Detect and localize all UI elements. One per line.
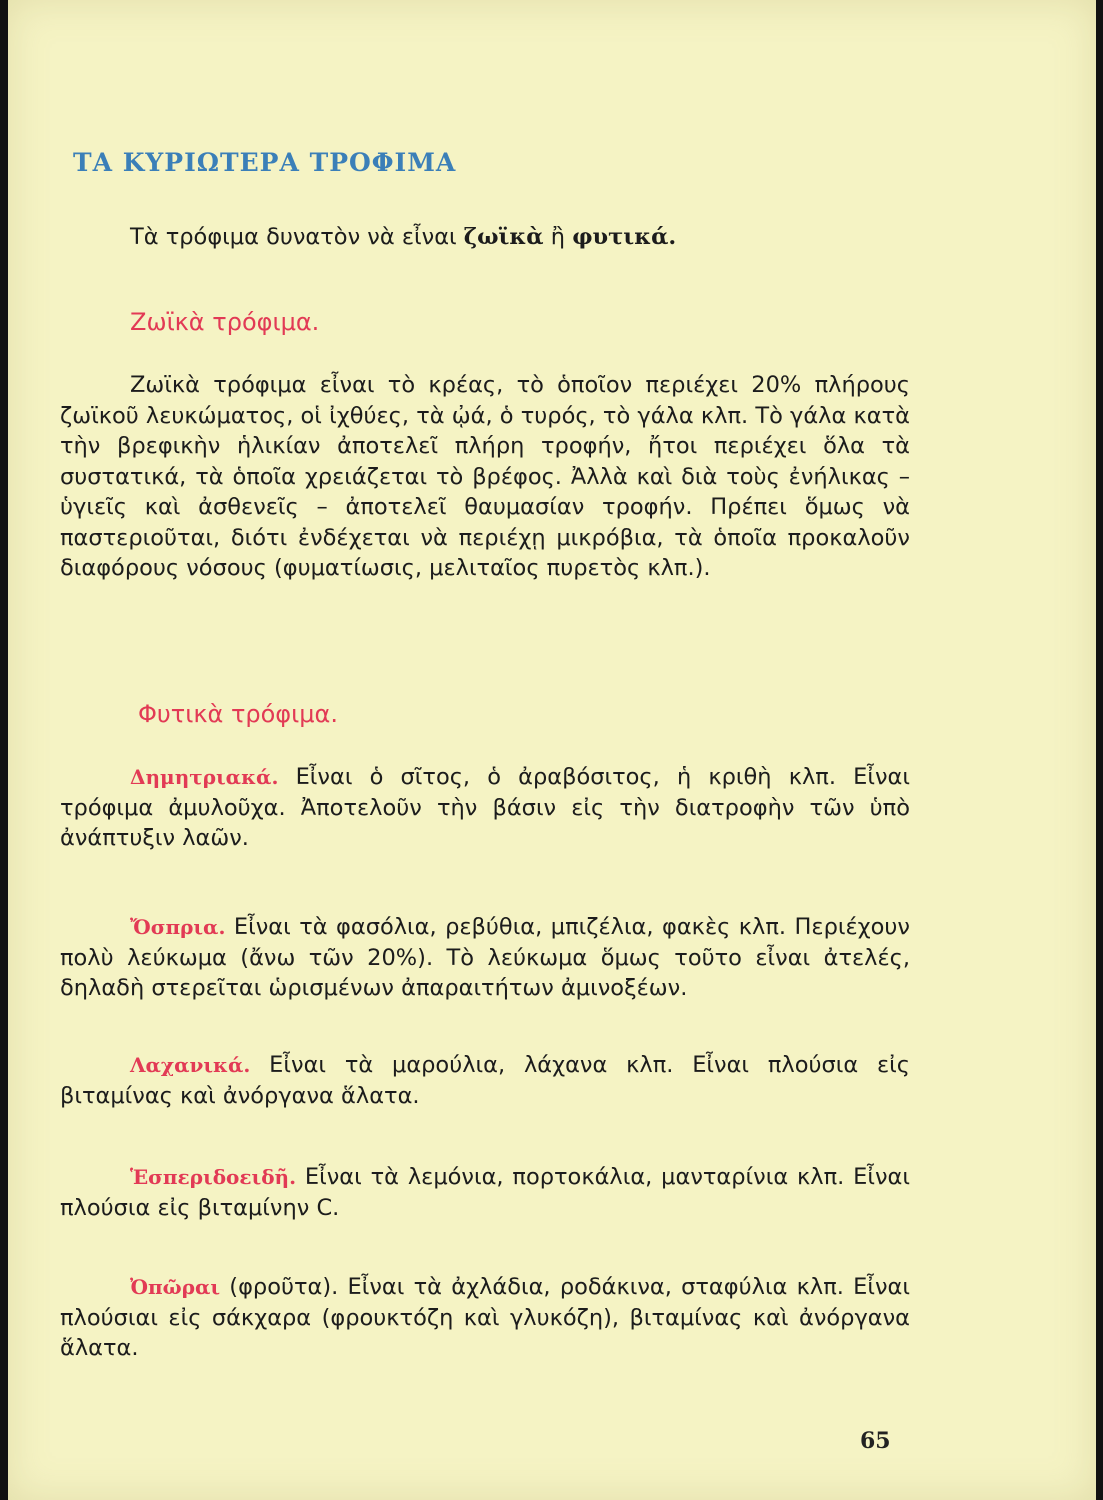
intro-plant-term: φυτικά.	[572, 224, 677, 250]
intro-paragraph	[60, 222, 910, 253]
item-text: Εἶναι τὰ λεμόνια, πορτοκάλια, μανταρίνια κλπ. Εἶναι πλούσια εἰς βιταμίνην C.	[60, 1164, 910, 1221]
plant-item-cereals	[60, 762, 910, 854]
item-text: (φροῦτα). Εἶναι τὰ ἀχλάδια, ροδάκινα, σταφύλια κλπ. Εἶναι πλούσιαι εἰς σάκχαρα (φρουκτόζη καὶ γλυκόζη), βιταμίνας καὶ ἀνόργανα ἅλατα.	[60, 1274, 910, 1361]
plant-item-vegetables	[60, 1050, 910, 1111]
page-number: 65	[860, 1428, 891, 1454]
item-term: Δημητριακά.	[130, 765, 279, 789]
item-text: Εἶναι ὁ σῖτος, ὁ ἀραβόσιτος, ἡ κριθὴ κλπ. Εἶναι τρόφιμα ἀμυλοῦχα. Ἀποτελοῦν τὴν βάσιν εἰς τὴν διατροφὴν τῶν ὑπὸ ἀνάπτυξιν λαῶν.	[60, 764, 910, 851]
item-text: Εἶναι τὰ μαρούλια, λάχανα κλπ. Εἶναι πλούσια εἰς βιταμίνας καὶ ἀνόργανα ἅλατα.	[60, 1052, 910, 1109]
animal-body-text: Ζωϊκὰ τρόφιμα εἶναι τὸ κρέας, τὸ ὁποῖον περιέχει 20% πλήρους ζωϊκοῦ λευκώματος, οἱ ἰχθύες, τὰ ᾠά, ὁ τυρός, τὸ γάλα κλπ. Τὸ γάλα κατὰ τὴν βρεφικὴν ἡλικίαν ἀποτελεῖ πλήρη τροφήν, ἤτοι περιέχει ὅλα τὰ συστατικά, τὰ ὁποῖα χρειάζεται τὸ βρέφος. Ἀλλὰ καὶ διὰ τοὺς ἐνήλικας – ὑγιεῖς καὶ ἀσθενεῖς – ἀποτελεῖ θαυμασίαν τροφήν. Πρέπει ὅμως νὰ παστεριοῦται, διότι ἐνδέχεται νὰ περιέχῃ μικρόβια, τὰ ὁποῖα προκαλοῦν διαφόρους νόσους (φυματίωσις, μελιταῖος πυρετὸς κλπ.).	[60, 372, 910, 581]
item-term: Ὄσπρια.	[130, 915, 226, 939]
plant-item-fruits	[60, 1272, 910, 1364]
animal-section-body	[60, 370, 910, 584]
page-title: ΤΑ ΚΥΡΙΩΤΕΡΑ ΤΡΟΦΙΜΑ	[73, 148, 457, 177]
plant-section-heading: Φυτικὰ τρόφιμα.	[138, 700, 338, 728]
item-text: Εἶναι τὰ φασόλια, ρεβύθια, μπιζέλια, φακὲς κλπ. Περιέχουν πολὺ λεύκωμα (ἄνω τῶν 20%). Τὸ λεύκωμα ὅμως τοῦτο εἶναι ἀτελές, δηλαδὴ στερεῖται ὡρισμένων ἀπαραιτήτων ἀμινοξέων.	[60, 914, 910, 1001]
intro-animal-term: ζωϊκὰ	[463, 224, 544, 250]
intro-text: Τὰ τρόφιμα δυνατὸν νὰ εἶναι	[130, 224, 464, 250]
item-term: Λαχανικά.	[130, 1053, 251, 1077]
item-term: Ὀπῶραι	[130, 1275, 221, 1299]
plant-item-citrus	[60, 1162, 910, 1223]
animal-section-heading: Ζωϊκὰ τρόφιμα.	[130, 308, 320, 336]
intro-or: ἢ	[543, 224, 573, 250]
plant-item-legumes	[60, 912, 910, 1004]
item-term: Ἑσπεριδοειδῆ.	[130, 1165, 297, 1189]
book-page	[8, 0, 1096, 1500]
